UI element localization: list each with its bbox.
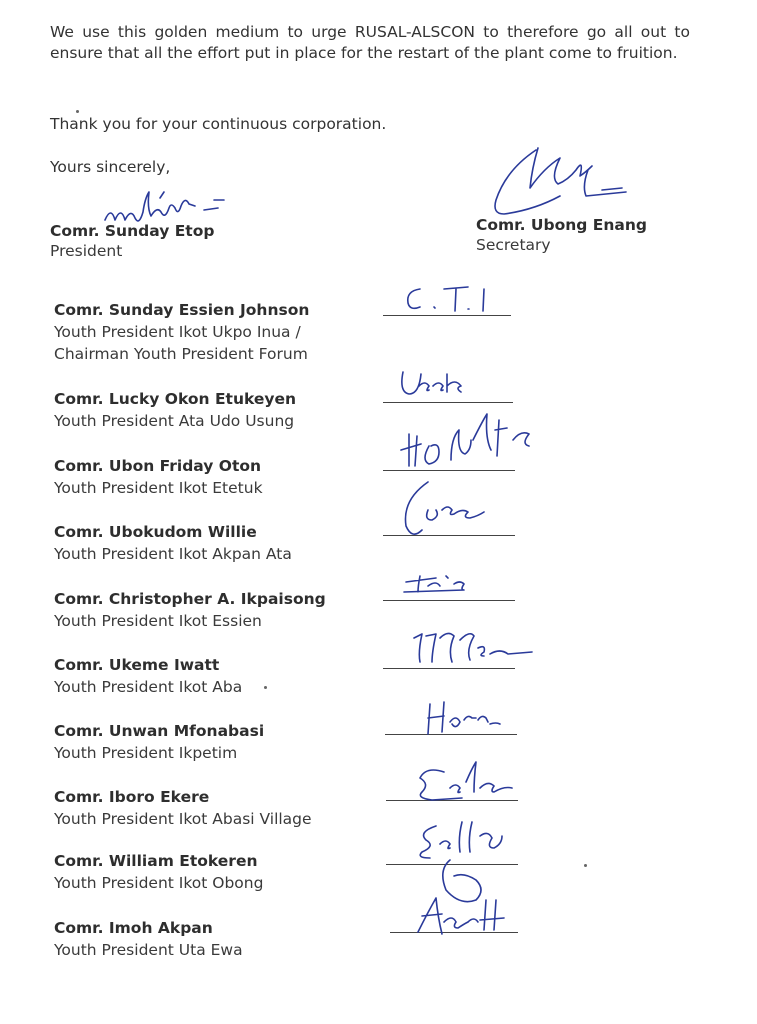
signature bbox=[395, 400, 555, 472]
signatory-entry bbox=[54, 388, 374, 432]
signatory-name: Comr. Ukeme Iwatt bbox=[54, 656, 220, 674]
signature bbox=[410, 758, 540, 804]
signatory-entry bbox=[54, 654, 374, 698]
signatory-name: Comr. William Etokeren bbox=[54, 852, 258, 870]
signatory-entry bbox=[54, 917, 374, 961]
signature bbox=[410, 892, 520, 942]
signature bbox=[398, 474, 498, 544]
body-paragraph: We use this golden medium to urge RUSAL-ALSCON to therefore go all out to ensure that all the effort put in place for the restart of the plant come to fruition. bbox=[50, 23, 690, 62]
signatory-name: Comr. Unwan Mfonabasi bbox=[54, 722, 265, 740]
signature bbox=[420, 698, 530, 738]
signatory-role: Youth President Ikot Akpan Ata bbox=[54, 545, 292, 563]
signatory-entry bbox=[54, 850, 374, 894]
signatory-name: Comr. Sunday Essien Johnson bbox=[54, 301, 310, 319]
signatory-role: Youth President Uta Ewa bbox=[54, 941, 243, 959]
signatory-name: Comr. Ubokudom Willie bbox=[54, 523, 257, 541]
president-name: Comr. Sunday Etop bbox=[50, 222, 215, 240]
signatory-name: Comr. Christopher A. Ikpaisong bbox=[54, 590, 326, 608]
signatory-role: Youth President Ikot Ukpo Inua / bbox=[54, 323, 301, 341]
scan-speck bbox=[584, 864, 587, 867]
signatory-role: Youth President Ikot Etetuk bbox=[54, 479, 263, 497]
signatory-role: Youth President Ikot Aba bbox=[54, 678, 243, 696]
president-block bbox=[50, 222, 214, 262]
signatory-role: Youth President Ikpetim bbox=[54, 744, 238, 762]
secretary-block bbox=[476, 216, 647, 256]
signatory-role: Youth President Ikot Essien bbox=[54, 612, 262, 630]
signatory-entry bbox=[54, 521, 374, 565]
signatory-entry bbox=[54, 455, 374, 499]
signatory-role-line-2: Chairman Youth President Forum bbox=[54, 345, 308, 363]
signature bbox=[408, 628, 548, 672]
signatory-entry bbox=[54, 720, 374, 764]
signatory-name: Comr. Imoh Akpan bbox=[54, 919, 213, 937]
signatory-name: Comr. Ubon Friday Oton bbox=[54, 457, 262, 475]
signatory-role: Youth President Ata Udo Usung bbox=[54, 412, 295, 430]
signatory-entry bbox=[54, 588, 374, 632]
signature-line bbox=[383, 600, 515, 601]
signatory-entry bbox=[54, 786, 374, 830]
secretary-title: Secretary bbox=[476, 236, 551, 254]
signature bbox=[398, 566, 498, 600]
signatory-entry bbox=[54, 299, 374, 365]
signatory-role: Youth President Ikot Obong bbox=[54, 874, 264, 892]
scan-speck bbox=[264, 686, 267, 689]
signature bbox=[400, 283, 500, 317]
scan-speck bbox=[76, 110, 79, 113]
signatory-role: Youth President Ikot Abasi Village bbox=[54, 810, 312, 828]
signatory-name: Comr. Iboro Ekere bbox=[54, 788, 210, 806]
signatory-name: Comr. Lucky Okon Etukeyen bbox=[54, 390, 297, 408]
president-title: President bbox=[50, 242, 123, 260]
signature bbox=[395, 364, 485, 404]
thank-you-paragraph: Thank you for your continuous corporation. bbox=[50, 115, 387, 133]
secretary-name: Comr. Ubong Enang bbox=[476, 216, 647, 234]
closing-salutation: Yours sincerely, bbox=[50, 158, 171, 176]
